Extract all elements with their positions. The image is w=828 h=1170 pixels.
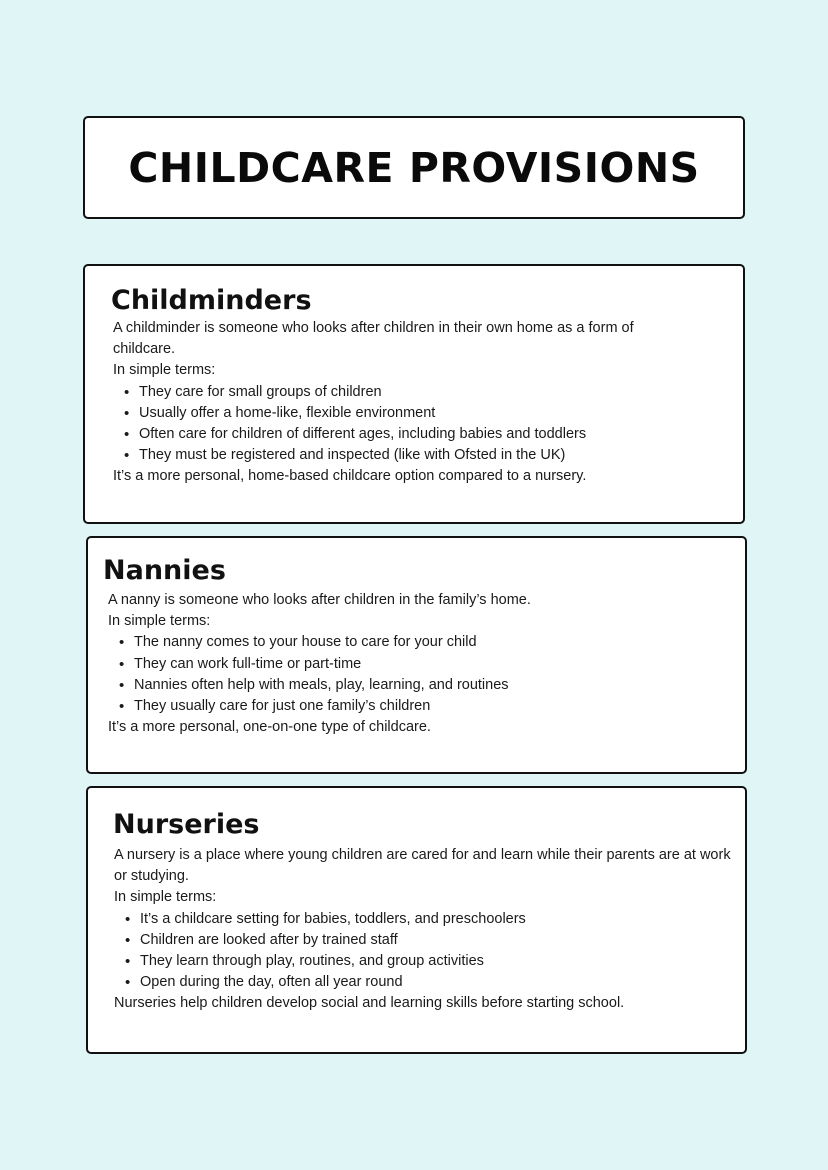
- bullet-item: • They care for small groups of children: [139, 382, 673, 403]
- section-heading: Nurseries: [113, 809, 260, 840]
- section-summary: Nurseries help children develop social and learning skills before starting school.: [114, 995, 625, 1012]
- bullet-item: • They must be registered and inspected (like with Ofsted in the UK): [139, 445, 673, 466]
- section-bullet-list: [114, 909, 742, 994]
- bullet-item: • Often care for children of different ages, including babies and toddlers: [139, 424, 673, 445]
- section-intro: A nursery is a place where young children are cared for and learn while their parents are at work or studying.: [114, 847, 731, 885]
- section-terms-label: In simple terms:: [114, 889, 217, 906]
- bullet-item: • Usually offer a home-like, flexible environment: [139, 403, 673, 424]
- section-heading: Nannies: [103, 555, 226, 586]
- title-banner: [83, 116, 745, 219]
- section-bullet-list: [108, 632, 718, 717]
- bullet-item: • The nanny comes to your house to care for your child: [134, 632, 718, 653]
- page-title: CHILDCARE PROVISIONS: [128, 143, 700, 192]
- section-intro: A nanny is someone who looks after children in the family’s home.: [108, 592, 531, 608]
- section-summary: It’s a more personal, one-on-one type of childcare.: [108, 719, 431, 736]
- bullet-item: • They usually care for just one family’s children: [134, 696, 718, 717]
- bullet-item: • Children are looked after by trained staff: [140, 930, 742, 951]
- section-terms-label: In simple terms:: [108, 613, 211, 630]
- childminders-card: [83, 264, 745, 524]
- section-bullet-list: [113, 382, 673, 467]
- section-body: [113, 318, 673, 488]
- bullet-item: • They learn through play, routines, and group activities: [140, 951, 742, 972]
- nurseries-card: [86, 786, 747, 1054]
- bullet-item: • Open during the day, often all year round: [140, 972, 742, 993]
- bullet-item: • They can work full-time or part-time: [134, 654, 718, 675]
- nannies-card: [86, 536, 747, 774]
- bullet-item: • Nannies often help with meals, play, learning, and routines: [134, 675, 718, 696]
- section-terms-label: In simple terms:: [113, 362, 216, 379]
- section-summary: It’s a more personal, home-based childcare option compared to a nursery.: [113, 468, 587, 485]
- section-heading: Childminders: [111, 285, 312, 316]
- section-body: [108, 590, 718, 738]
- bullet-item: • It’s a childcare setting for babies, toddlers, and preschoolers: [140, 909, 742, 930]
- section-intro: A childminder is someone who looks after children in their own home as a form of childcare.: [113, 320, 634, 358]
- section-body: [114, 845, 742, 1015]
